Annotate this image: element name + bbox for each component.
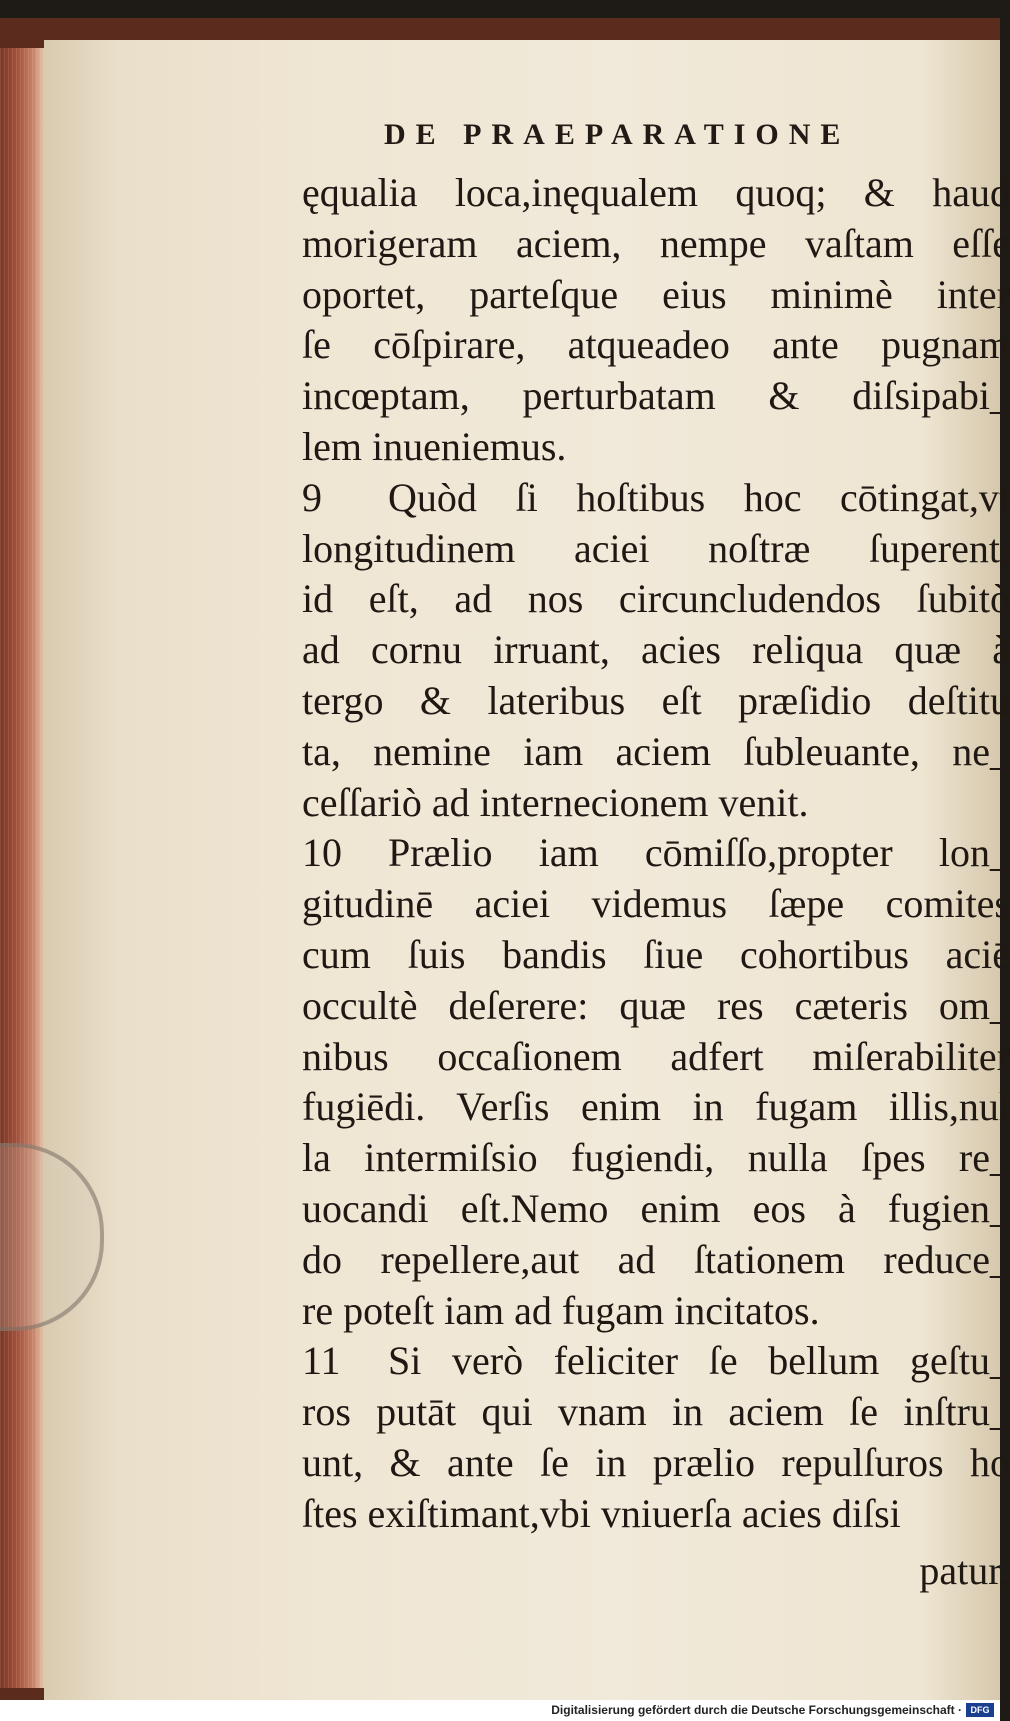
text-line <box>302 1286 1010 1337</box>
text-line <box>302 168 1010 219</box>
text-line <box>302 625 1010 676</box>
text-line <box>302 524 1010 575</box>
text-line <box>302 1336 1010 1387</box>
catchword: patur, <box>919 1547 1010 1593</box>
text-line <box>302 879 1010 930</box>
text-line <box>302 1438 1010 1489</box>
line-text: ſe cōſpirare, atqueadeo ante pugnam <box>302 322 1010 368</box>
paragraph-number: 11 <box>302 1338 341 1384</box>
line-text: la intermiſsio fugiendi, nulla ſpes re_ <box>302 1135 1010 1181</box>
text-line <box>302 1082 1010 1133</box>
text-line <box>302 422 1010 473</box>
text-line <box>302 371 1010 422</box>
line-text: uocandi eſt.Nemo enim eos à fugien_ <box>302 1185 1010 1231</box>
footer-credit: Digitalisierung gefördert durch die Deutsche Forschungsgemeinschaft · <box>551 1703 962 1717</box>
dfg-logo: DFG <box>966 1703 994 1717</box>
text-line <box>302 574 1010 625</box>
line-text: re poteſt iam ad fugam incitatos. <box>302 1287 820 1333</box>
line-text: id eſt, ad nos circuncludendos ſubitò <box>302 576 1010 622</box>
text-line <box>302 1489 1010 1540</box>
line-text: lem inueniemus. <box>302 423 567 469</box>
line-text: morigeram aciem, nempe vaſtam eſſe <box>302 220 1010 266</box>
paragraph-number: 9 <box>302 474 322 520</box>
line-text: unt, & ante ſe in prælio repulſuros ho <box>302 1439 1010 1485</box>
line-text: ad cornu irruant, acies reliqua quæ à <box>302 627 1010 673</box>
line-text: ceſſariò ad internecionem venit. <box>302 779 809 825</box>
paragraph-number: 10 <box>302 830 342 876</box>
line-text: tergo & lateribus eſt præſidio deſtitu <box>302 677 1010 723</box>
line-text: fugiēdi. Verſis enim in fugam illis,nul <box>302 1084 1010 1130</box>
text-line <box>302 473 1010 524</box>
text-line <box>302 1235 1010 1286</box>
line-text: Prælio iam cōmiſſo,propter lon_ <box>388 830 1010 876</box>
text-line <box>302 1133 1010 1184</box>
line-text: ta, nemine iam aciem ſubleuante, ne_ <box>302 728 1010 774</box>
page-edge <box>0 48 44 1688</box>
line-text: longitudinem aciei noſtræ ſuperent, <box>302 525 1010 571</box>
line-text: incœptam, perturbatam & diſsipabi_ <box>302 373 1010 419</box>
text-block <box>302 168 1010 1596</box>
line-text: Quòd ſi hoſtibus hoc cōtingat,vt <box>388 474 1010 520</box>
text-line <box>302 1184 1010 1235</box>
text-line <box>302 676 1010 727</box>
line-text: cum ſuis bandis ſiue cohortibus aciē <box>302 931 1010 977</box>
text-line <box>302 981 1010 1032</box>
book-scan <box>0 18 1010 1700</box>
text-line <box>302 727 1010 778</box>
line-text: ſtes exiſtimant,vbi vniuerſa acies diſsi <box>302 1490 901 1536</box>
text-line <box>302 270 1010 321</box>
text-line <box>302 778 1010 829</box>
line-text: do repellere,aut ad ſtationem reduce_ <box>302 1236 1010 1282</box>
text-line <box>302 930 1010 981</box>
line-text: ros putāt qui vnam in aciem ſe inſtru_ <box>302 1389 1010 1435</box>
line-text: nibus occaſionem adfert miſerabiliter <box>302 1033 1010 1079</box>
text-line <box>302 1387 1010 1438</box>
line-text: oportet, parteſque eius minimè inter <box>302 271 1010 317</box>
text-line <box>302 219 1010 270</box>
line-text: gitudinē aciei videmus ſæpe comites <box>302 881 1010 927</box>
line-text: ęqualia loca,inęqualem quoq; & haud <box>302 170 1010 215</box>
footer <box>0 1700 1000 1721</box>
text-line <box>302 1032 1010 1083</box>
line-text: occultè deſerere: quæ res cæteris om_ <box>302 982 1010 1028</box>
text-line <box>302 828 1010 879</box>
page <box>44 40 1010 1700</box>
text-line <box>302 320 1010 371</box>
running-head: DE PRAEPARATIONE <box>384 118 851 151</box>
line-text: Si verò feliciter ſe bellum geſtu_ <box>388 1338 1010 1384</box>
